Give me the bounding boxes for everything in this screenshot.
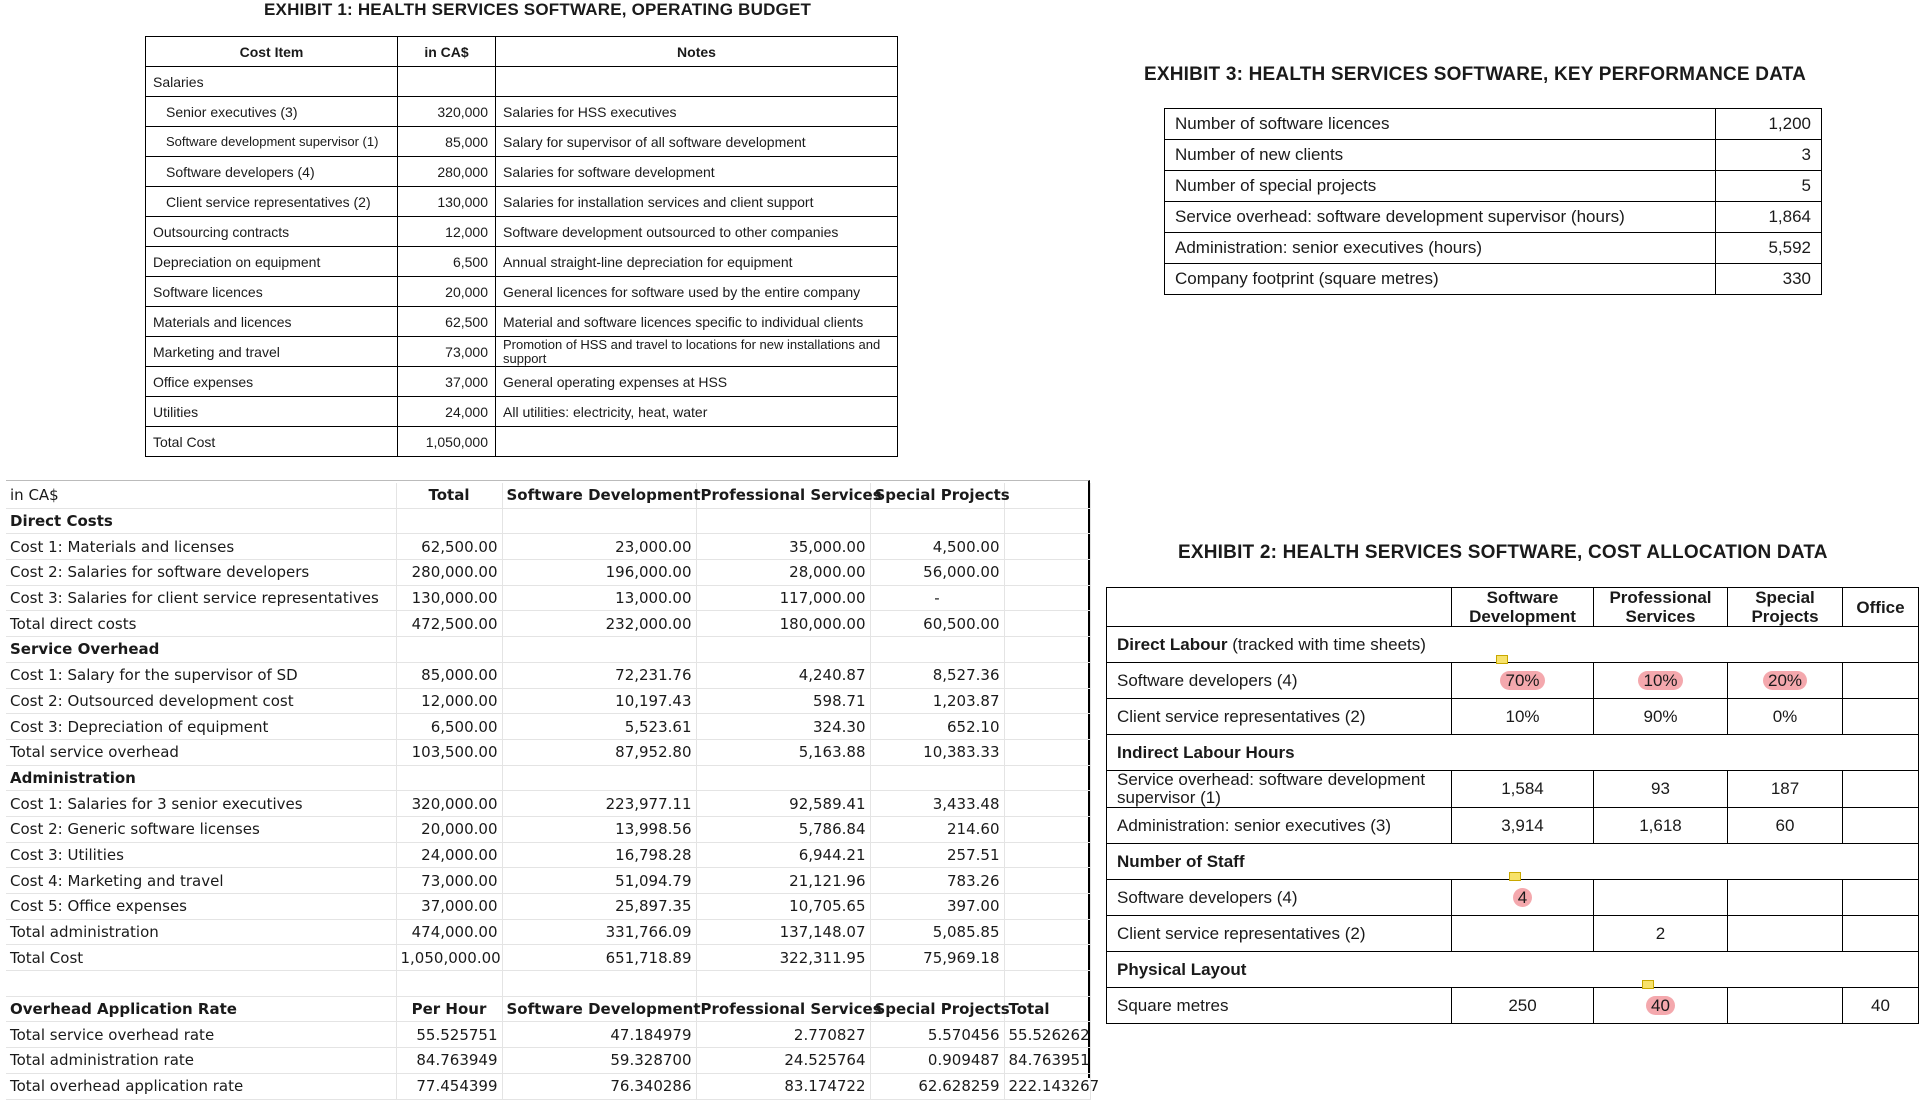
table-row: Total administration rate 84.763949 59.328700 24.525764 0.909487 84.763951	[6, 1048, 1090, 1074]
operating-budget-table	[145, 36, 898, 457]
table-row: Marketing and travel 73,000 Promotion of HSS and travel to locations for new installations and support	[146, 337, 898, 367]
table-row: Office expenses 37,000 General operating expenses at HSS	[146, 367, 898, 397]
table-row: Total administration 474,000.00 331,766.09 137,148.07 5,085.85	[6, 919, 1090, 945]
table-row: Client service representatives (2) 2	[1107, 916, 1919, 952]
table-row: Administration: senior executives (3) 3,914 1,618 60	[1107, 808, 1919, 844]
table-row: Square metres 250 40 40	[1107, 988, 1919, 1024]
table-row: Software developers (4) 4	[1107, 880, 1919, 916]
spacer-row	[6, 971, 1090, 997]
table-row: Total Cost 1,050,000.00 651,718.89 322,311.95 75,969.18	[6, 945, 1090, 971]
table-row: Total direct costs 472,500.00 232,000.00 180,000.00 60,500.00	[6, 611, 1090, 637]
table-row: Number of software licences 1,200	[1165, 109, 1822, 140]
col-header: in CA$	[398, 37, 496, 67]
table-row: Cost 1: Salaries for 3 senior executives 320,000.00 223,977.11 92,589.41 3,433.48	[6, 791, 1090, 817]
table-row: Cost 2: Generic software licenses 20,000.00 13,998.56 5,786.84 214.60	[6, 816, 1090, 842]
table-row: Software developers (4) 70% 10% 20%	[1107, 663, 1919, 699]
table-row: Cost 1: Materials and licenses 62,500.00 23,000.00 35,000.00 4,500.00	[6, 534, 1090, 560]
exhibit2-title: EXHIBIT 2: HEALTH SERVICES SOFTWARE, COST ALLOCATION DATA	[1178, 542, 1828, 563]
col-header: Notes	[496, 37, 898, 67]
table-row: Cost 2: Salaries for software developers 280,000.00 196,000.00 28,000.00 56,000.00	[6, 560, 1090, 586]
table-row: Software licences 20,000 General licences for software used by the entire company	[146, 277, 898, 307]
table-row: Total service overhead 103,500.00 87,952.80 5,163.88 10,383.33	[6, 739, 1090, 765]
table-row: Cost 5: Office expenses 37,000.00 25,897.35 10,705.65 397.00	[6, 894, 1090, 920]
section-row: Indirect Labour Hours	[1107, 735, 1919, 771]
table-row: Service overhead: software development supervisor (1) 1,584 93 187	[1107, 771, 1919, 808]
cost-allocation-table: Software Development Professional Services Special Projects Office Direct Labour (tracked with time sheets) Software developers (4) 70% 10% 20% Client service representatives (2) 10% 90% 0% Indirect Labour Hours Service overhead: software development supervisor (1) 1,584 93 187 Administration: senior executives (3) 3,914 1,618 60 Number of Staff Software developers (4) 4 Client service representatives (2) 2 Physical Layout Square metres 250 40 40	[1106, 587, 1919, 1024]
table-row: Cost 4: Marketing and travel 73,000.00 51,094.79 21,121.96 783.26	[6, 868, 1090, 894]
comment-flag-icon[interactable]	[1642, 980, 1654, 989]
table-row: Cost 3: Salaries for client service representatives 130,000.00 13,000.00 117,000.00 -	[6, 585, 1090, 611]
table-row: Administration	[6, 765, 1090, 791]
table-row: Cost 2: Outsourced development cost 12,000.00 10,197.43 598.71 1,203.87	[6, 688, 1090, 714]
table-row: Senior executives (3) 320,000 Salaries for HSS executives	[146, 97, 898, 127]
comment-flag-icon[interactable]	[1509, 872, 1521, 881]
table-row: Software developers (4) 280,000 Salaries for software development	[146, 157, 898, 187]
table-row: Direct Costs	[6, 508, 1090, 534]
table-row: Software development supervisor (1) 85,000 Salary for supervisor of all software development	[146, 127, 898, 157]
sheet-header-row: in CA$ Total Software Development Professional Services Special Projects	[6, 483, 1090, 508]
section-row: Physical Layout	[1107, 952, 1919, 988]
table-row: Total service overhead rate 55.525751 47.184979 2.770827 5.570456 55.526262	[6, 1022, 1090, 1048]
table-row: Number of special projects 5	[1165, 171, 1822, 202]
exhibit1-title: EXHIBIT 1: HEALTH SERVICES SOFTWARE, OPERATING BUDGET	[264, 0, 812, 19]
rate-header-row: Overhead Application Rate Per Hour Software Development Professional Services Special Projects Total	[6, 996, 1090, 1022]
table-row: Client service representatives (2) 10% 90% 0%	[1107, 699, 1919, 735]
table-row: Salaries	[146, 67, 898, 97]
table-row: Utilities 24,000 All utilities: electricity, heat, water	[146, 397, 898, 427]
table-row: Service overhead: software development supervisor (hours) 1,864	[1165, 202, 1822, 233]
allocation-spreadsheet[interactable]	[6, 483, 1100, 1100]
table-row: Total overhead application rate 77.454399 76.340286 83.174722 62.628259 222.143267	[6, 1073, 1090, 1099]
table-row: Depreciation on equipment 6,500 Annual straight-line depreciation for equipment	[146, 247, 898, 277]
col-header: Cost Item	[146, 37, 398, 67]
table-row: Cost 1: Salary for the supervisor of SD 85,000.00 72,231.76 4,240.87 8,527.36	[6, 662, 1090, 688]
section-row: Direct Labour (tracked with time sheets)	[1107, 627, 1919, 663]
table-row: Cost 3: Depreciation of equipment 6,500.00 5,523.61 324.30 652.10	[6, 714, 1090, 740]
table-row: Outsourcing contracts 12,000 Software development outsourced to other companies	[146, 217, 898, 247]
table-row: Materials and licences 62,500 Material and software licences specific to individual clients	[146, 307, 898, 337]
table-row: Number of new clients 3	[1165, 140, 1822, 171]
exhibit3-title: EXHIBIT 3: HEALTH SERVICES SOFTWARE, KEY PERFORMANCE DATA	[1144, 64, 1807, 85]
table-row: Cost 3: Utilities 24,000.00 16,798.28 6,944.21 257.51	[6, 842, 1090, 868]
table-row: Service Overhead	[6, 637, 1090, 663]
table-row: Company footprint (square metres) 330	[1165, 264, 1822, 295]
table-row: Total Cost 1,050,000	[146, 427, 898, 457]
table-row: Client service representatives (2) 130,000 Salaries for installation services and client support	[146, 187, 898, 217]
section-row: Number of Staff	[1107, 844, 1919, 880]
comment-flag-icon[interactable]	[1496, 655, 1508, 664]
table-row: Administration: senior executives (hours) 5,592	[1165, 233, 1822, 264]
key-performance-table	[1164, 108, 1822, 295]
